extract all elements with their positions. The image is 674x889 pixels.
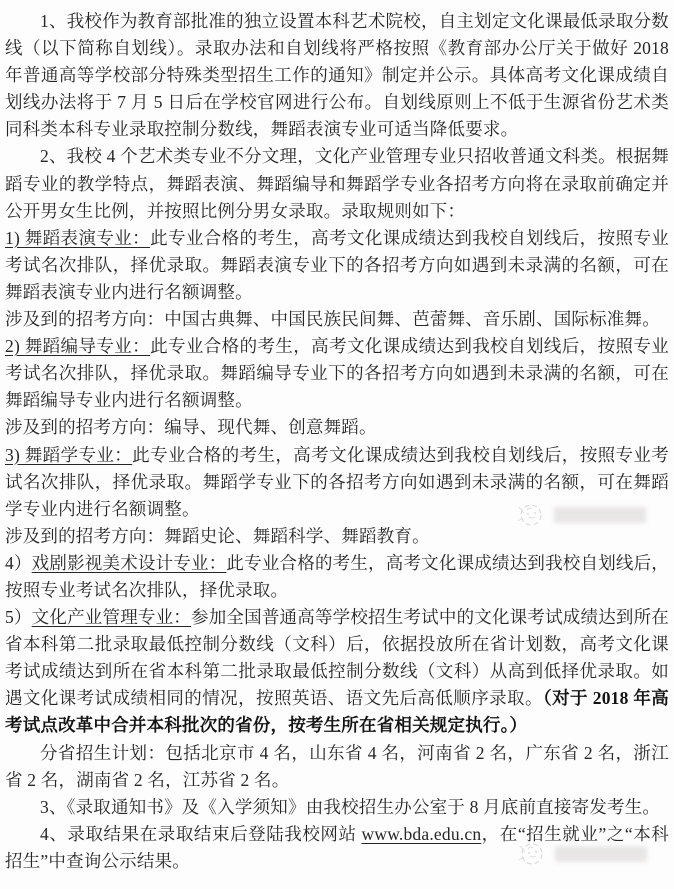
paragraph-4-suffix: ，在“招生就业”之“本科招生”中查询公示结果。 bbox=[5, 823, 669, 871]
paragraph-3-text: 3、《录取通知书》及《入学须知》由我校招生办公室于 8 月底前直接寄发考生。 bbox=[40, 796, 661, 817]
rule-choreography bbox=[5, 333, 669, 414]
paragraph-self-drawn-cutoff-line bbox=[5, 8, 669, 143]
rule-2-heading: 2) 舞蹈编导专业： bbox=[5, 336, 151, 357]
rule-cultural-industry-management bbox=[5, 604, 669, 739]
rule-dance-performance-directions bbox=[5, 306, 669, 333]
school-website-link[interactable]: www.bda.edu.cn bbox=[361, 823, 482, 844]
rule-2-directions-text: 涉及到的招考方向：编导、现代舞、创意舞蹈。 bbox=[5, 417, 377, 438]
rule-3-body: 此专业合格的考生，高考文化课成绩达到我校自划线后，按照专业考试名次排队，择优录取。舞蹈学专业下的各招考方向如遇到未录满的名额，可在舞蹈学专业内进行名额调整。 bbox=[5, 444, 669, 519]
rule-5-body: 参加全国普通高等学校招生考试中的文化课考试成绩达到所在省本科第二批录取最低控制分数线（文科）后，依据投放所在省计划数，高考文化课考试成绩达到所在省本科第二批录取最低控制分数线（文科）从高到低择优录取。如遇文化课考试成绩相同的情况，按照英语、语文先后高低顺序录取。 bbox=[5, 607, 670, 709]
rule-1-body: 此专业合格的考生，高考文化课成绩达到我校自划线后，按照专业考试名次排队，择优录取。舞蹈表演专业下的各招考方向如遇到未录满的名额，可在舞蹈表演专业内进行名额调整。 bbox=[5, 227, 669, 302]
rule-5-prefix: 5） bbox=[5, 607, 32, 628]
paragraph-admission-rules-intro bbox=[5, 143, 669, 224]
rule-4-prefix: 4） bbox=[5, 552, 32, 573]
rule-dance-performance bbox=[5, 225, 669, 306]
rule-dance-studies-directions bbox=[5, 523, 669, 550]
rule-1-heading: 1) 舞蹈表演专业： bbox=[5, 227, 151, 248]
paragraph-result-query bbox=[5, 821, 669, 875]
rule-4-body: 此专业合格的考生，高考文化课成绩达到我校自划线后，按照专业考试名次排队，择优录取。 bbox=[5, 552, 670, 600]
rule-4-heading: 戏剧影视美术设计专业： bbox=[31, 552, 227, 573]
rule-3-directions-text: 涉及到的招考方向：舞蹈史论、舞蹈科学、舞蹈教育。 bbox=[5, 525, 430, 546]
paragraph-admission-letter bbox=[5, 794, 669, 821]
paragraph-4-prefix: 4、录取结果在录取结束后登陆我校网站 bbox=[40, 823, 362, 844]
rule-2-body: 此专业合格的考生，高考文化课成绩达到我校自划线后，按照专业考试名次排队，择优录取。舞蹈编导专业下的各招考方向如遇到未录满的名额，可在舞蹈编导专业内进行名额调整。 bbox=[5, 336, 669, 411]
paragraph-2-text: 2、我校 4 个艺术类专业不分文理，文化产业管理专业只招收普通文科类。根据舞蹈专业的教学特点，舞蹈表演、舞蹈编导和舞蹈学专业各招考方向将在录取前确定并公开男女生比例，并按照比例分男女录取。录取规则如下： bbox=[5, 146, 669, 221]
rule-choreography-directions bbox=[5, 414, 669, 441]
rule-dance-studies bbox=[5, 442, 669, 523]
provincial-plan-text: 分省招生计划：包括北京市 4 名，山东省 4 名，河南省 2 名，广东省 2 名，浙江省 2 名，湖南省 2 名，江苏省 2 名。 bbox=[5, 742, 669, 790]
rule-5-heading: 文化产业管理专业： bbox=[31, 607, 192, 628]
rule-5-bold-note: （对于 2018 年高考试点改革中合并本科批次的省份，按考生所在省相关规定执行。） bbox=[5, 688, 670, 736]
rule-1-directions-text: 涉及到的招考方向：中国古典舞、中国民族民间舞、芭蕾舞、音乐剧、国际标准舞。 bbox=[5, 309, 660, 330]
paragraph-1-text: 1、我校作为教育部批准的独立设置本科艺术院校，自主划定文化课最低录取分数线（以下简称自划线）。录取办法和自划线将严格按照《教育部办公厅关于做好 2018 年普通高等学校部分特殊类型招生工作的通知》制定并公示。具体高考文化课成绩自划线办法将于 7 月 5 日后在学校官网进行公布。自划线原则上不低于生源省份艺术类同科类本科专业录取控制分数线，舞蹈表演专业可适当降低要求。 bbox=[5, 11, 669, 140]
paragraph-provincial-plan bbox=[5, 740, 669, 794]
rule-3-heading: 3) 舞蹈学专业： bbox=[5, 444, 133, 465]
rule-stage-art-design bbox=[5, 550, 669, 604]
